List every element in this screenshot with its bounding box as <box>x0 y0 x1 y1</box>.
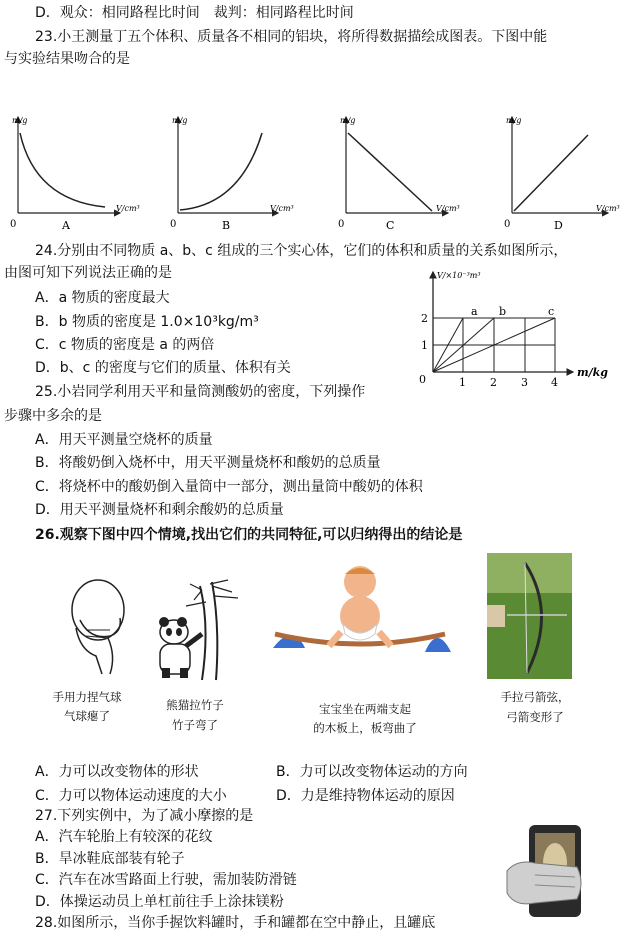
q23-origin-c: 0 <box>338 219 345 230</box>
archer-photo <box>487 553 572 679</box>
q23-xaxis-d: V/cm³ <box>596 204 620 213</box>
q27-stem: 27.下列实例中，为了减小摩擦的是 <box>35 808 254 824</box>
q27-option-c: C．汽车在冰雪路面上行驶，需加装防滑链 <box>35 872 297 888</box>
q24-xtick-3: 3 <box>521 376 528 389</box>
q23-xaxis-b: V/cm³ <box>270 204 294 213</box>
q23-xaxis-a: V/cm³ <box>116 204 140 213</box>
q23-origin-d: 0 <box>504 219 511 230</box>
q24-xtick-1: 1 <box>459 376 466 389</box>
caption-4-line1: 手拉弓箭弦， <box>500 690 570 704</box>
q23-graph-b <box>170 116 294 232</box>
baby-board-illustration <box>265 562 460 677</box>
q23-yaxis-d: m/g <box>506 116 522 125</box>
q24-graph <box>405 262 635 392</box>
q23-stem-line2: 与实验结果吻合的是 <box>4 51 130 67</box>
caption-4-line2: 弓箭变形了 <box>506 710 564 724</box>
q23-graph-d <box>504 116 620 232</box>
q23-letter-d: D <box>554 219 563 232</box>
q24-yaxis-label: V/×10⁻³m³ <box>437 271 481 280</box>
q23-origin-b: 0 <box>170 219 177 230</box>
q26-option-c: C．力可以物体运动速度的大小 <box>35 788 227 804</box>
q22-option-d: D．观众：相同路程比时间 裁判：相同路程比时间 <box>35 5 354 21</box>
q24-ytick-2: 2 <box>421 312 428 325</box>
caption-2-line2: 竹子弯了 <box>172 718 218 732</box>
panda-bamboo-illustration <box>150 576 250 686</box>
q24-stem-line2: 由图可知下列说法正确的是 <box>4 265 172 281</box>
q24-xtick-4: 4 <box>551 376 558 389</box>
q23-letter-c: C <box>386 219 395 232</box>
q23-graph-c <box>338 116 460 232</box>
q23-curve-b <box>180 133 262 210</box>
q23-line-d <box>514 135 588 211</box>
q25-option-c: C．将烧杯中的酸奶倒入量筒中一部分，测出量筒中酸奶的体积 <box>35 479 423 495</box>
caption-1-line2: 气球瘪了 <box>64 709 110 723</box>
q24-option-b: B．b 物质的密度是 1.0×10³kg/m³ <box>35 314 259 330</box>
q27-option-d: D．体操运动员上单杠前往手上涂抹镁粉 <box>35 894 284 910</box>
caption-3-line2: 的木板上，板弯曲了 <box>313 721 417 735</box>
balloon-hand-illustration <box>50 570 160 680</box>
q25-stem-line2: 步骤中多余的是 <box>4 408 102 424</box>
q24-label-b: b <box>499 305 507 318</box>
q23-yaxis-b: m/g <box>172 116 188 125</box>
q23-line-c <box>348 133 432 211</box>
q25-option-a: A．用天平测量空烧杯的质量 <box>35 432 213 448</box>
q24-stem-line1: 24.分别由不同物质 a、b、c 组成的三个实心体，它们的体积和质量的关系如图所示， <box>35 243 568 259</box>
q23-letter-a: A <box>62 219 70 232</box>
caption-1-line1: 手用力捏气球 <box>52 690 122 704</box>
q23-curve-a <box>20 133 105 207</box>
q26-option-a: A．力可以改变物体的形状 <box>35 764 199 780</box>
q25-option-b: B．将酸奶倒入烧杯中，用天平测量烧杯和酸奶的总质量 <box>35 455 381 471</box>
q23-graphs <box>0 105 640 240</box>
q23-letter-b: B <box>222 219 231 232</box>
q23-stem-line1: 23.小王测量丁五个体积、质量各不相同的铝块，将所得数据描绘成图表。下图中能 <box>35 29 548 45</box>
q23-graph-a <box>10 116 140 232</box>
q24-label-c: c <box>548 305 555 318</box>
q23-yaxis-a: m/g <box>12 116 28 125</box>
q24-option-c: C．c 物质的密度是 a 的两倍 <box>35 337 215 353</box>
q26-stem: 26.观察下图中四个情境,找出它们的共同特征,可以归纳得出的结论是 <box>35 527 463 543</box>
q23-xaxis-c: V/cm³ <box>436 204 460 213</box>
q26-option-d: D．力是维持物体运动的原因 <box>276 788 455 804</box>
q27-option-a: A．汽车轮胎上有较深的花纹 <box>35 829 213 845</box>
q27-option-b: B．旱冰鞋底部装有轮子 <box>35 851 185 867</box>
drink-can-photo <box>505 823 595 923</box>
q24-label-a: a <box>471 305 478 318</box>
q24-option-d: D．b、c 的密度与它们的质量、体积有关 <box>35 360 291 376</box>
q23-origin-a: 0 <box>10 219 17 230</box>
q24-xaxis-label: m/kg <box>577 366 608 379</box>
caption-3-line1: 宝宝坐在两端支起 <box>319 702 411 716</box>
q24-origin: 0 <box>419 373 426 386</box>
q26-option-b: B．力可以改变物体运动的方向 <box>276 764 468 780</box>
q24-option-a: A．a 物质的密度最大 <box>35 290 170 306</box>
q28-stem: 28.如图所示，当你手握饮料罐时，手和罐都在空中静止，且罐底 <box>35 915 436 931</box>
caption-2-line1: 熊猫拉竹子 <box>166 698 224 712</box>
q23-yaxis-c: m/g <box>340 116 356 125</box>
q24-xtick-2: 2 <box>490 376 497 389</box>
q25-option-d: D．用天平测量烧杯和剩余酸奶的总质量 <box>35 502 284 518</box>
q24-ytick-1: 1 <box>421 339 428 352</box>
q25-stem-line1: 25.小岩同学利用天平和量筒测酸奶的密度，下列操作 <box>35 384 366 400</box>
